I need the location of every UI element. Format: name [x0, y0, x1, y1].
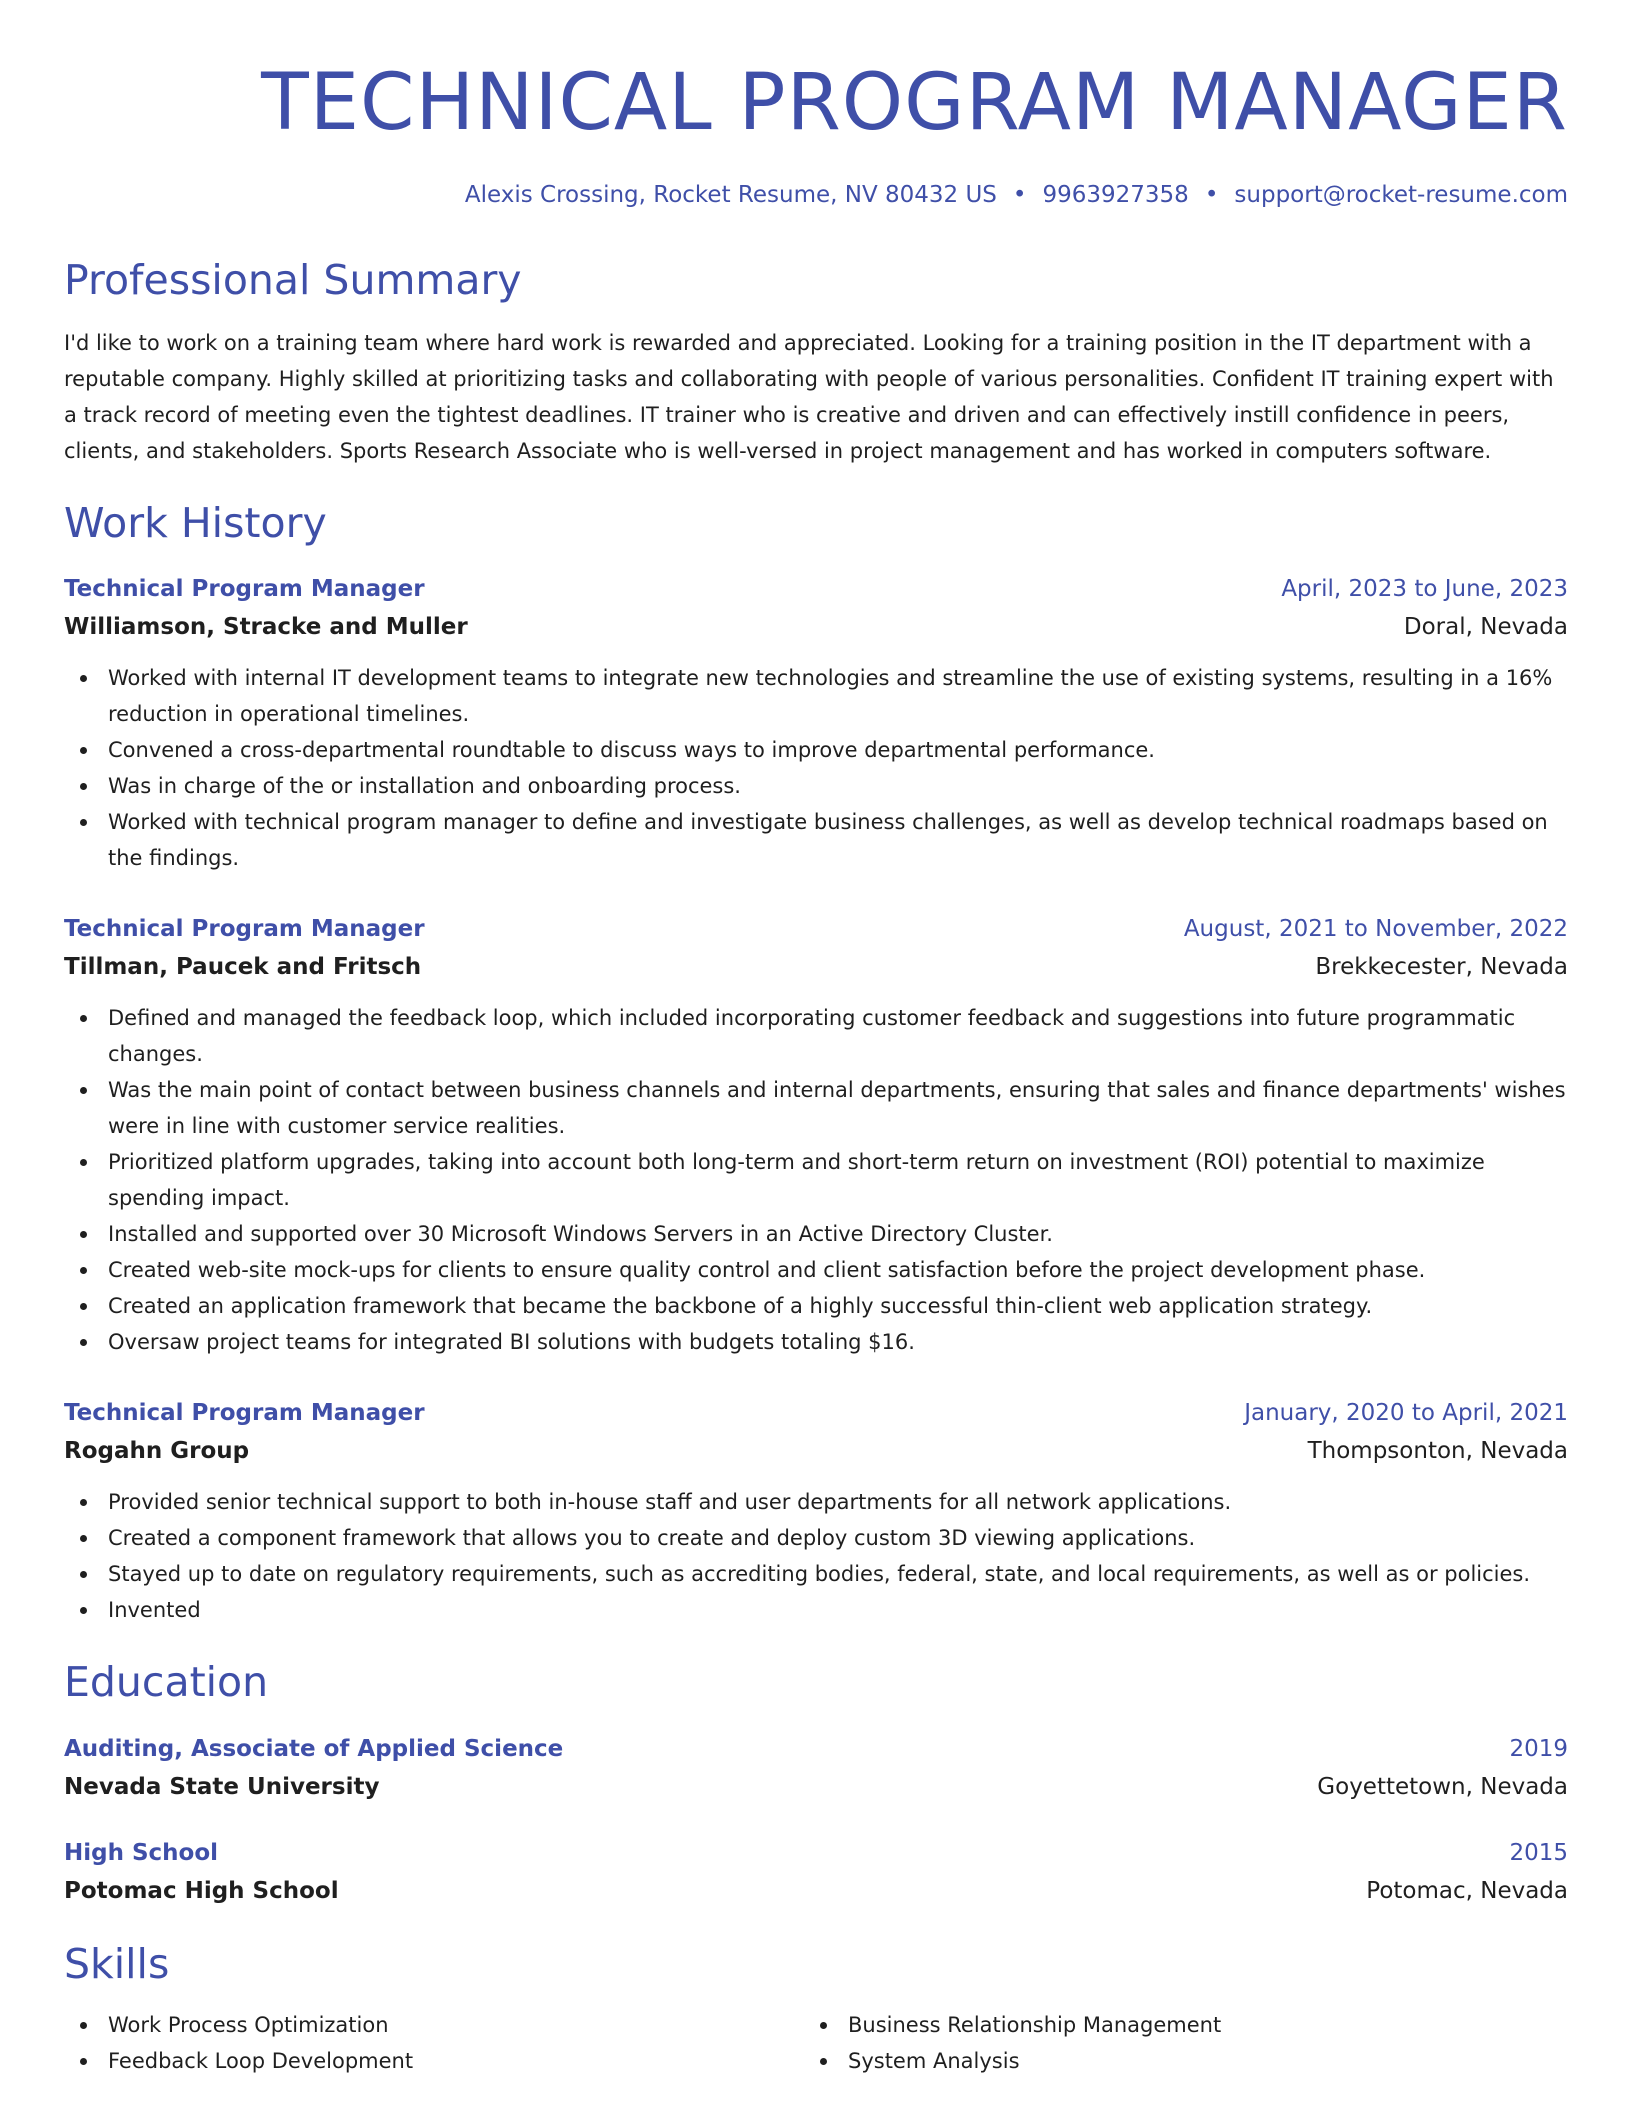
list-item: Created a component framework that allows you to create and deploy custom 3D viewing applications. [64, 1520, 1568, 1556]
work-entry [64, 910, 1568, 1360]
school-name: Nevada State University [64, 1773, 380, 1800]
list-item: Installed and supported over 30 Microsoft Windows Servers in an Active Directory Cluster. [64, 1216, 1568, 1252]
section-title-summary: Professional Summary [64, 256, 522, 304]
list-item: Provided senior technical support to both in-house staff and user departments for all network applications. [64, 1484, 1568, 1520]
list-item: Prioritized platform upgrades, taking into account both long-term and short-term return on investment (ROI) potential to maximize spending impact. [64, 1144, 1568, 1216]
work-entry [64, 570, 1568, 876]
contact-email[interactable]: support@rocket-resume.com [1234, 182, 1568, 208]
job-bullets [64, 1000, 1568, 1360]
skill-item: Work Process Optimization [64, 2007, 804, 2043]
school-name: Potomac High School [64, 1877, 339, 1904]
list-item: Stayed up to date on regulatory requirements, such as accrediting bodies, federal, state, and local requirements, as well as or policies. [64, 1556, 1568, 1592]
summary-text: I'd like to work on a training team where hard work is rewarded and appreciated. Looking for a training position in the IT department with a reputable company. Highly skilled at prioritizing tasks and collaborating with people of various personalities. Confident IT training expert with a track record of meeting even the tightest deadlines. IT trainer who is creative and driven and can effectively instill confidence in peers, clients, and stakeholders. Sports Research Associate who is well-versed in project management and has worked in computers software. [64, 331, 1554, 464]
education-entry [64, 1834, 1568, 1910]
job-dates: August, 2021 to November, 2022 [1183, 916, 1568, 943]
contact-separator: • [1012, 182, 1027, 208]
job-location: Brekkecester, Nevada [1315, 954, 1568, 981]
degree-title: High School [64, 1839, 219, 1866]
company-name: Williamson, Stracke and Muller [64, 614, 468, 641]
job-dates: April, 2023 to June, 2023 [1281, 576, 1568, 603]
section-title-skills: Skills [64, 1939, 170, 1988]
job-location: Doral, Nevada [1403, 614, 1568, 641]
education-entry [64, 1730, 1568, 1806]
contact-line [64, 182, 1568, 208]
skill-item: Feedback Loop Development [64, 2043, 804, 2079]
resume-page [64, 0, 1568, 2079]
contact-phone[interactable]: 9963927358 [1042, 182, 1189, 208]
job-location: Thompsonton, Nevada [1307, 1438, 1568, 1465]
job-dates: January, 2020 to April, 2021 [1244, 1400, 1568, 1427]
candidate-title: TECHNICAL PROGRAM MANAGER [261, 58, 1568, 148]
contact-address: Alexis Crossing, Rocket Resume, NV 80432 US [464, 182, 997, 208]
job-title: Technical Program Manager [64, 916, 425, 943]
list-item: Created an application framework that became the backbone of a highly successful thin-client web application strategy. [64, 1288, 1568, 1324]
graduation-year: 2015 [1509, 1839, 1568, 1866]
graduation-year: 2019 [1509, 1735, 1568, 1762]
degree-title: Auditing, Associate of Applied Science [64, 1735, 564, 1762]
list-item: Was in charge of the or installation and onboarding process. [64, 768, 1568, 804]
list-item: Defined and managed the feedback loop, which included incorporating customer feedback and suggestions into future programmatic changes. [64, 1000, 1568, 1072]
skills-grid [64, 2007, 1568, 2079]
skill-item: Business Relationship Management [804, 2007, 1544, 2043]
skill-item: System Analysis [804, 2043, 1544, 2079]
school-location: Goyettetown, Nevada [1317, 1773, 1568, 1800]
contact-separator: • [1204, 182, 1219, 208]
job-title: Technical Program Manager [64, 1400, 425, 1427]
skills-column-left [64, 2007, 804, 2079]
list-item: Was the main point of contact between business channels and internal departments, ensuring that sales and finance departments' wishes were in line with customer service realities. [64, 1072, 1568, 1144]
list-item: Oversaw project teams for integrated BI solutions with budgets totaling $16. [64, 1324, 1568, 1360]
job-bullets [64, 660, 1568, 876]
section-title-education: Education [64, 1658, 269, 1707]
resume-header [64, 58, 1568, 208]
list-item: Worked with technical program manager to define and investigate business challenges, as well as develop technical roadmaps based on the findings. [64, 804, 1568, 876]
job-title: Technical Program Manager [64, 576, 425, 603]
list-item: Convened a cross-departmental roundtable to discuss ways to improve departmental performance. [64, 732, 1568, 768]
list-item: Worked with internal IT development teams to integrate new technologies and streamline the use of existing systems, resulting in a 16% reduction in operational timelines. [64, 660, 1568, 732]
school-location: Potomac, Nevada [1366, 1877, 1568, 1904]
section-title-work-history: Work History [64, 499, 327, 548]
skills-column-right [804, 2007, 1544, 2079]
list-item: Invented [64, 1592, 1568, 1628]
job-bullets [64, 1484, 1568, 1628]
company-name: Rogahn Group [64, 1438, 250, 1465]
list-item: Created web-site mock-ups for clients to ensure quality control and client satisfaction before the project development phase. [64, 1252, 1568, 1288]
work-entry [64, 1394, 1568, 1628]
company-name: Tillman, Paucek and Fritsch [64, 954, 422, 981]
